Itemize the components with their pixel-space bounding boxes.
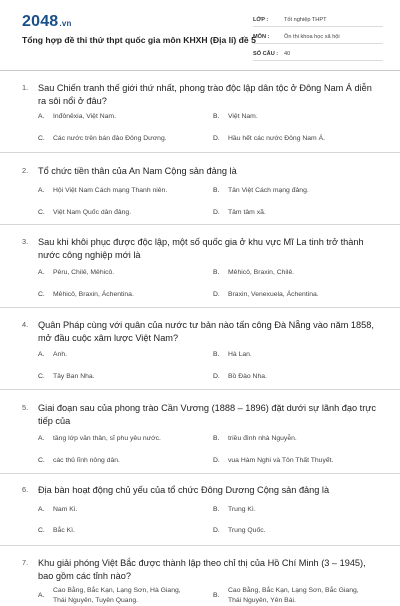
question-number: 5. <box>22 403 29 412</box>
option-letter: A. <box>38 506 45 513</box>
question-text: Sau Chiến tranh thế giới thứ nhất, phong trào độc lập dân tộc ở Đông Nam Á diễn ra sôi nổi ở đâu? <box>38 83 372 106</box>
option-d[interactable] <box>213 372 368 382</box>
question-text: Khu giải phóng Việt Bắc được thành lập theo chỉ thị của Hồ Chí Minh (3 – 1945), bao gồm các tỉnh nào? <box>38 558 366 581</box>
site-logo[interactable] <box>22 13 72 31</box>
option-d[interactable] <box>213 134 368 144</box>
option-letter: C. <box>38 135 45 142</box>
option-text: Nam Kì. <box>53 506 78 513</box>
option-a[interactable] <box>38 350 193 360</box>
option-a[interactable] <box>38 186 193 196</box>
document-meta <box>253 13 383 61</box>
option-letter: D. <box>213 291 220 298</box>
option-c[interactable] <box>38 456 193 466</box>
option-text: Anh. <box>53 351 67 358</box>
option-b[interactable] <box>213 112 368 122</box>
question-6 <box>0 474 400 546</box>
option-text: Trung Quốc. <box>228 527 266 534</box>
question-list <box>0 70 400 606</box>
option-d[interactable] <box>213 526 368 536</box>
option-text: Các nước trên bán đảo Đông Dương. <box>53 135 167 142</box>
option-text: Hội Việt Nam Cách mạng Thanh niên. <box>53 187 168 194</box>
meta-key: LỚP : <box>253 16 269 23</box>
option-text: Bồ Đào Nha. <box>228 373 267 380</box>
logo-suffix: .vn <box>59 19 72 28</box>
question-number: 6. <box>22 485 29 494</box>
meta-key: MÔN : <box>253 33 270 40</box>
option-letter: B. <box>213 113 220 120</box>
option-a[interactable] <box>38 268 193 278</box>
option-text: Việt Nam Quốc dân đảng. <box>53 209 132 216</box>
option-text: Tân Việt Cách mạng đảng. <box>228 187 309 194</box>
question-number: 1. <box>22 83 29 92</box>
question-7 <box>0 546 400 606</box>
question-number: 2. <box>22 166 29 175</box>
option-letter: D. <box>213 209 220 216</box>
question-number: 4. <box>22 320 29 329</box>
question-number: 7. <box>22 558 29 567</box>
option-text: các thủ lĩnh nông dân. <box>53 457 120 464</box>
option-text: Trung Kì. <box>228 506 256 513</box>
meta-row-subject <box>253 30 383 44</box>
option-letter: B. <box>213 435 220 442</box>
question-number: 3. <box>22 237 29 246</box>
option-letter: C. <box>38 373 45 380</box>
document-header <box>0 0 400 66</box>
option-a[interactable] <box>38 586 193 606</box>
option-text: triều đình nhà Nguyễn. <box>228 435 297 442</box>
option-text: Bắc Kì. <box>53 527 75 534</box>
option-letter: A. <box>38 435 45 442</box>
option-b[interactable] <box>213 505 368 515</box>
option-letter: D. <box>213 527 220 534</box>
option-c[interactable] <box>38 372 193 382</box>
question-2 <box>0 153 400 225</box>
option-letter: C. <box>38 209 45 216</box>
meta-value: Ôn thi khoa học xã hội <box>284 33 340 40</box>
option-a[interactable] <box>38 434 193 444</box>
option-letter: A. <box>38 113 45 120</box>
option-letter: A. <box>38 351 45 358</box>
option-d[interactable] <box>213 290 368 300</box>
option-letter: D. <box>213 135 220 142</box>
option-a[interactable] <box>38 112 193 122</box>
option-letter: B. <box>213 187 220 194</box>
logo-text: 2048 <box>22 13 59 30</box>
option-text: Tâm tâm xã. <box>228 209 266 216</box>
option-c[interactable] <box>38 134 193 144</box>
option-letter: D. <box>213 457 220 464</box>
option-text: Hà Lan. <box>228 351 252 358</box>
question-3 <box>0 225 400 308</box>
option-c[interactable] <box>38 290 193 300</box>
meta-key: SỐ CÂU : <box>253 50 279 57</box>
option-text: Cao Bằng, Bắc Kạn, Lạng Sơn, Hà Giang, Thái Nguyên, Tuyên Quang. <box>53 587 181 604</box>
option-letter: B. <box>213 269 220 276</box>
option-text: tầng lớp văn thân, sĩ phu yêu nước. <box>53 435 161 442</box>
meta-value: Tốt nghiệp THPT <box>284 16 327 23</box>
option-letter: C. <box>38 291 45 298</box>
question-text: Địa bàn hoạt động chủ yếu của tổ chức Đông Dương Cộng sản đảng là <box>38 485 330 495</box>
meta-row-class <box>253 13 383 27</box>
option-text: Cao Bằng, Bắc Kạn, Lạng Sơn, Bắc Giang, Thái Nguyên, Yên Bái. <box>228 587 359 604</box>
option-c[interactable] <box>38 526 193 536</box>
option-a[interactable] <box>38 505 193 515</box>
option-text: Mêhicô, Braxin, Áchentina. <box>53 291 134 298</box>
option-b[interactable] <box>213 268 368 278</box>
option-letter: B. <box>213 506 220 513</box>
option-letter: B. <box>213 592 220 599</box>
option-d[interactable] <box>213 456 368 466</box>
question-5 <box>0 390 400 474</box>
option-letter: B. <box>213 351 220 358</box>
option-c[interactable] <box>38 208 193 218</box>
option-text: Mêhicô, Braxin, Chilê. <box>228 269 295 276</box>
question-1 <box>0 70 400 153</box>
question-text: Tổ chức tiền thân của An Nam Cộng sản đảng là <box>38 166 237 176</box>
option-letter: D. <box>213 373 220 380</box>
question-text: Sau khi khôi phục được độc lập, một số quốc gia ở khu vực Mĩ La tinh trở thành nước công nghiệp mới là <box>38 237 364 260</box>
option-text: vua Hàm Nghi và Tôn Thất Thuyết. <box>228 457 334 464</box>
option-text: Braxin, Venexuela, Áchentina. <box>228 291 319 298</box>
option-text: Hầu hết các nước Đông Nam Á. <box>228 135 326 142</box>
question-text: Giai đoạn sau của phong trào Cần Vương (1888 – 1896) đặt dưới sự lãnh đạo trực tiếp của <box>38 403 377 426</box>
option-text: Inđônêxia, Việt Nam. <box>53 113 116 120</box>
option-b[interactable] <box>213 350 368 360</box>
option-text: Tây Ban Nha. <box>53 373 95 380</box>
document-title: Tổng hợp đề thi thử thpt quốc gia môn KHXH (Địa lí) đề 5 <box>22 35 256 45</box>
option-text: Việt Nam. <box>228 113 258 120</box>
option-d[interactable] <box>213 208 368 218</box>
question-text: Quân Pháp cùng với quân của nước tư bản nào tấn công Đà Nẵng vào năm 1858, mở đầu cuộc xâm lược Việt Nam? <box>38 320 374 343</box>
option-letter: A. <box>38 187 45 194</box>
option-letter: A. <box>38 592 45 599</box>
option-b[interactable] <box>213 586 368 606</box>
option-letter: C. <box>38 527 45 534</box>
question-4 <box>0 308 400 390</box>
option-letter: C. <box>38 457 45 464</box>
option-b[interactable] <box>213 434 368 444</box>
option-letter: A. <box>38 269 45 276</box>
option-b[interactable] <box>213 186 368 196</box>
meta-row-count <box>253 47 383 61</box>
option-text: Pêru, Chilê, Mêhicô. <box>53 269 115 276</box>
meta-value: 40 <box>284 50 291 57</box>
